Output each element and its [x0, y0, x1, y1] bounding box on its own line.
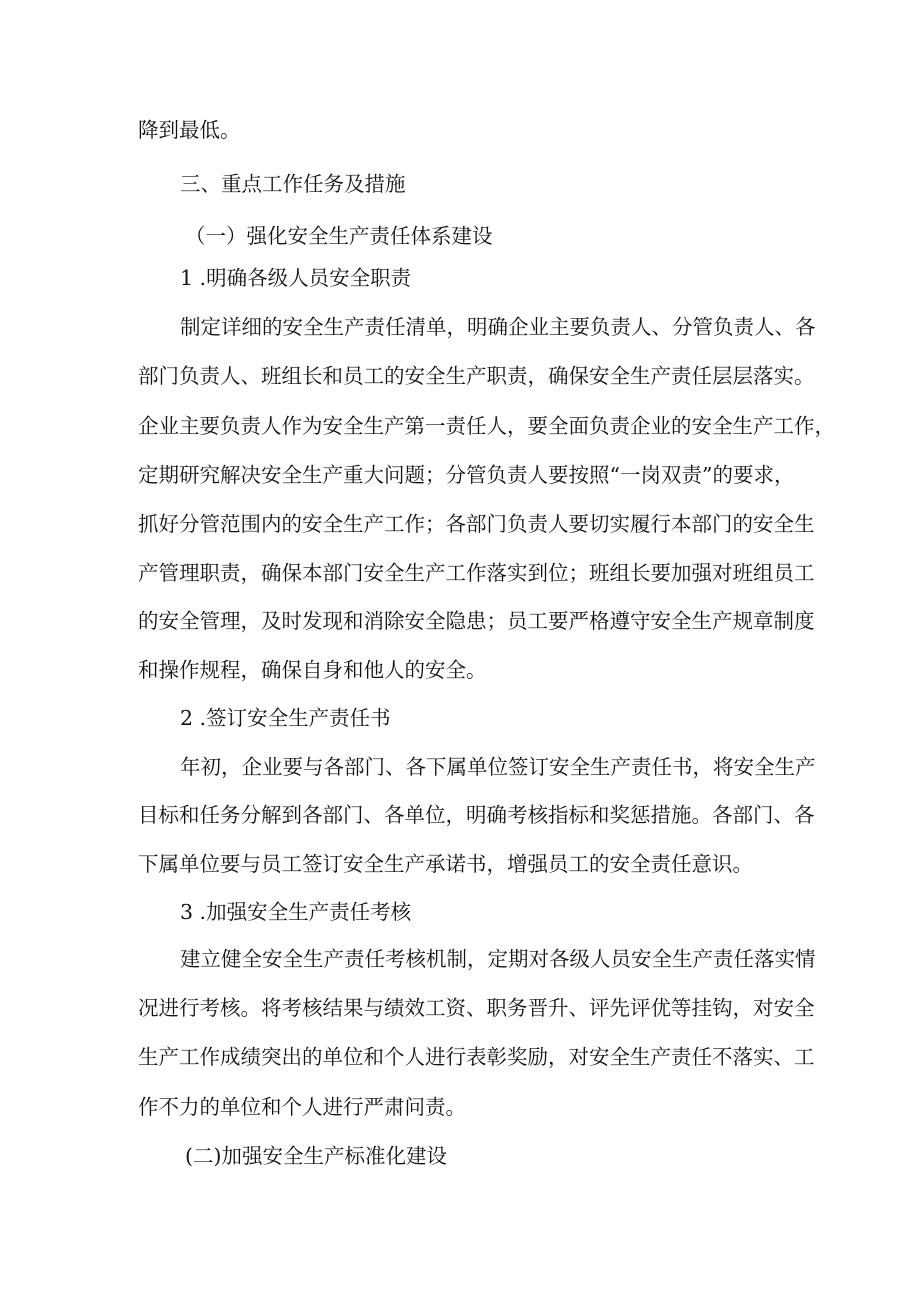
paragraph-continuation: 降到最低。 [138, 118, 241, 142]
paragraph-line: 建立健全安全生产责任考核机制，定期对各级人员安全生产责任落实情 [180, 947, 816, 971]
paragraph-line: 的安全管理，及时发现和消除安全隐患；员工要严格遵守安全生产规章制度 [138, 609, 815, 633]
item-heading: 1 .明确各级人员安全职责 [180, 266, 412, 290]
paragraph-line: 产管理职责，确保本部门安全生产工作落实到位；班组长要加强对班组员工 [138, 561, 815, 585]
paragraph-line: 年初，企业要与各部门、各下属单位签订安全生产责任书，将安全生产 [180, 755, 816, 779]
paragraph-line: 作不力的单位和个人进行严肃问责。 [138, 1095, 466, 1119]
paragraph-line: 定期研究解决安全生产重大问题；分管负责人要按照“一岗双责”的要求， [138, 463, 795, 487]
paragraph-line: 抓好分管范围内的安全生产工作；各部门负责人要切实履行本部门的安全生 [138, 512, 815, 536]
section-heading: 三、重点工作任务及措施 [180, 172, 406, 196]
subsection-heading: (二)加强安全生产标准化建设 [185, 1144, 447, 1168]
paragraph-line: 企业主要负责人作为安全生产第一责任人，要全面负责企业的安全生产工作， [138, 414, 835, 438]
paragraph-line: 下属单位要与员工签订安全生产承诺书，增强员工的安全责任意识。 [138, 852, 753, 876]
paragraph-line: 制定详细的安全生产责任清单，明确企业主要负责人、分管负责人、各 [180, 315, 816, 339]
paragraph-line: 和操作规程，确保自身和他人的安全。 [138, 658, 487, 682]
paragraph-line: 目标和任务分解到各部门、各单位，明确考核指标和奖惩措施。各部门、各 [138, 803, 815, 827]
paragraph-line: 生产工作成绩突出的单位和个人进行表彰奖励，对安全生产责任不落实、工 [138, 1045, 815, 1069]
paragraph-line: 部门负责人、班组长和员工的安全生产职责，确保安全生产责任层层落实。 [138, 364, 815, 388]
paragraph-line: 况进行考核。将考核结果与绩效工资、职务晋升、评先评优等挂钩，对安全 [138, 996, 815, 1020]
subsection-heading: （一）强化安全生产责任体系建设 [185, 224, 493, 248]
item-heading: 2 .签订安全生产责任书 [180, 706, 391, 730]
item-heading: 3 .加强安全生产责任考核 [180, 900, 412, 924]
